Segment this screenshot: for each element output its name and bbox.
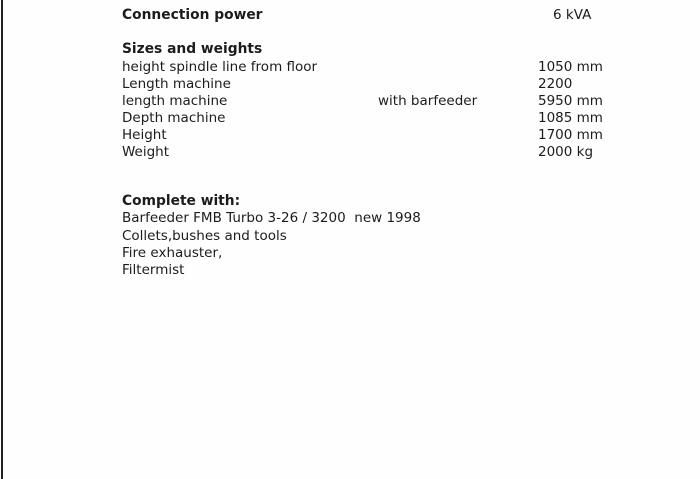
row-value: 5950 mm: [538, 93, 603, 109]
row-note: with barfeeder: [378, 93, 478, 109]
table-row: [0, 110, 700, 127]
list-item-text: Filtermist: [122, 262, 185, 278]
sizes-weights-heading-row: [0, 41, 700, 58]
connection-power-row: [0, 7, 700, 24]
sizes-weights-heading: Sizes and weights: [122, 41, 263, 57]
row-value: 1050 mm: [538, 59, 603, 75]
row-label: length machine: [122, 93, 228, 109]
table-row: [0, 59, 700, 76]
complete-with-heading-row: [0, 193, 700, 210]
table-row: [0, 93, 700, 110]
list-item-text: Barfeeder FMB Turbo 3-26 / 3200 new 1998: [122, 210, 421, 226]
connection-power-value: 6 kVA: [553, 7, 592, 23]
row-value: 1085 mm: [538, 110, 603, 126]
table-row: [0, 76, 700, 93]
row-value: 2200: [538, 76, 573, 92]
row-value: 1700 mm: [538, 127, 603, 143]
row-label: Height: [122, 127, 167, 143]
list-item: [0, 262, 700, 279]
table-row: [0, 127, 700, 144]
list-item: [0, 210, 700, 227]
complete-with-heading: Complete with:: [122, 193, 241, 209]
row-label: Length machine: [122, 76, 231, 92]
list-item-text: Collets,bushes and tools: [122, 228, 287, 244]
row-label: Weight: [122, 144, 170, 160]
row-value: 2000 kg: [538, 144, 594, 160]
list-item: [0, 228, 700, 245]
row-label: height spindle line from floor: [122, 59, 318, 75]
row-label: Depth machine: [122, 110, 226, 126]
connection-power-label: Connection power: [122, 7, 263, 23]
list-item-text: Fire exhauster,: [122, 245, 223, 261]
list-item: [0, 245, 700, 262]
table-row: [0, 144, 700, 161]
